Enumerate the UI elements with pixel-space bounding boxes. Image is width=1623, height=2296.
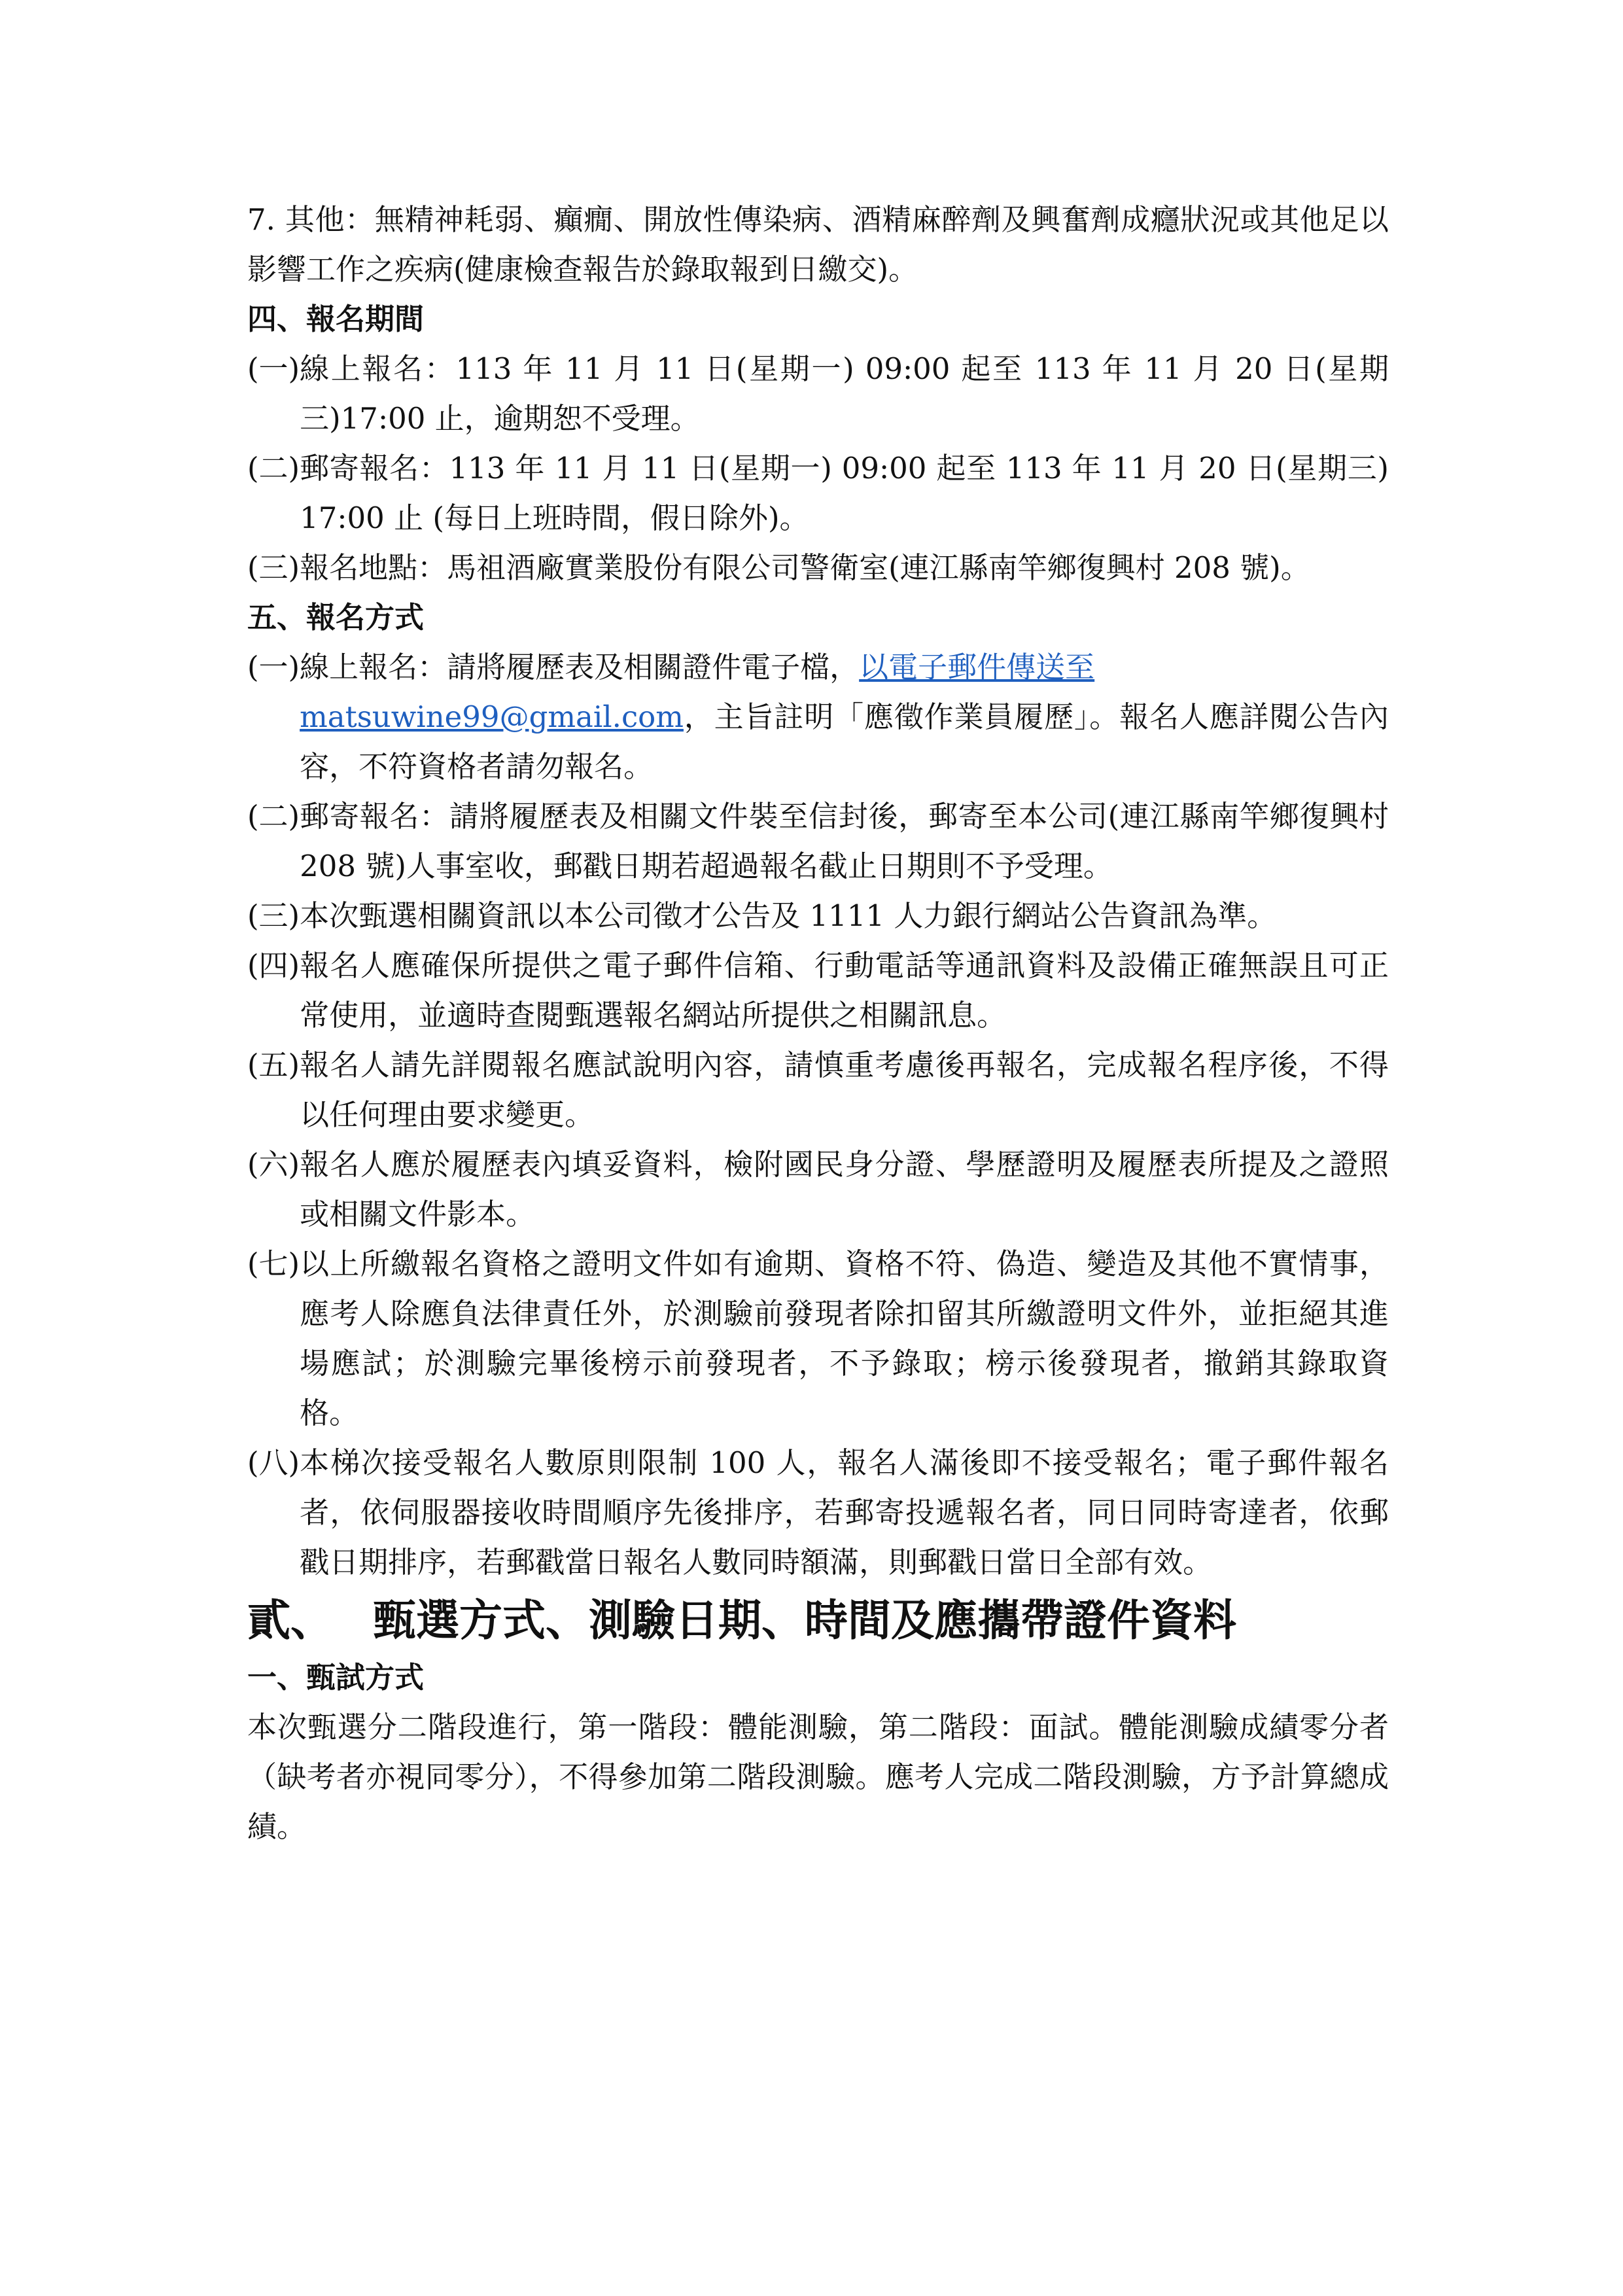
- chapter-title: 甄選方式、測驗日期、時間及應攜帶證件資料: [373, 1595, 1236, 1646]
- registration-method-item-3: [247, 891, 1389, 941]
- item-number: (一): [247, 650, 300, 684]
- document-body: [247, 195, 1389, 1852]
- item-number: (一): [247, 351, 300, 386]
- item-text: [300, 643, 1389, 792]
- item-number: (五): [247, 1048, 300, 1082]
- section-heading-exam-method: 一、甄試方式: [247, 1660, 425, 1695]
- registration-method-item-4: [247, 941, 1389, 1040]
- registration-method-item-7: [247, 1239, 1389, 1438]
- item-number: (三): [247, 550, 300, 585]
- item-7-other-conditions: 7. 其他：無精神耗弱、癲癇、開放性傳染病、酒精麻醉劑及興奮劑成癮狀況或其他足以影響工作之疾病(健康檢查報告於錄取報到日繳交)。: [247, 202, 1389, 287]
- email-address-link[interactable]: matsuwine99@gmail.com: [300, 699, 684, 734]
- registration-period-item-2: [247, 444, 1389, 543]
- exam-method-text: 本次甄選分二階段進行，第一階段：體能測驗，第二階段：面試。體能測驗成績零分者（缺考者亦視同零分），不得參加第二階段測驗。應考人完成二階段測驗，方予計算總成績。: [247, 1710, 1389, 1844]
- item-number: (二): [247, 451, 300, 486]
- registration-method-item-1: [247, 643, 1389, 792]
- registration-period-item-1: [247, 344, 1389, 444]
- item-number: (四): [247, 948, 300, 983]
- registration-method-item-2: [247, 792, 1389, 891]
- online-registration-prefix: 線上報名：請將履歷表及相關證件電子檔，: [300, 650, 860, 684]
- item-text: 報名人請先詳閱報名應試說明內容，請慎重考慮後再報名，完成報名程序後，不得以任何理由要求變更。: [300, 1048, 1389, 1132]
- item-number: (七): [247, 1246, 300, 1281]
- chapter-number: 貳、: [247, 1595, 334, 1646]
- item-text: 本次甄選相關資訊以本公司徵才公告及 1111 人力銀行網站公告資訊為準。: [300, 898, 1277, 933]
- registration-method-item-8: [247, 1438, 1389, 1587]
- item-number: (八): [247, 1445, 300, 1480]
- item-text: 報名人應於履歷表內填妥資料，檢附國民身分證、學歷證明及履歷表所提及之證照或相關文件影本。: [300, 1147, 1389, 1231]
- item-text: 郵寄報名：113 年 11 月 11 日(星期一) 09:00 起至 113 年 11 月 20 日(星期三) 17:00 止 (每日上班時間，假日除外)。: [300, 451, 1389, 535]
- online-registration-suffix: ，主旨註明「應徵作業員履歷」。報名人應詳閱公告內容，不符資格者請勿報名。: [300, 699, 1389, 784]
- section-heading-registration-method: 五、報名方式: [247, 600, 425, 635]
- item-text: 本梯次接受報名人數原則限制 100 人，報名人滿後即不接受報名；電子郵件報名者，依伺服器接收時間順序先後排序，若郵寄投遞報名者，同日同時寄達者，依郵戳日期排序，若郵戳當日報名人數同時額滿，則郵戳日當日全部有效。: [300, 1445, 1389, 1580]
- section-heading-registration-period: 四、報名期間: [247, 302, 425, 336]
- chapter-heading-selection-method: [247, 1587, 1389, 1653]
- item-number: (二): [247, 799, 300, 834]
- item-text: 郵寄報名：請將履歷表及相關文件裝至信封後，郵寄至本公司(連江縣南竿鄉復興村 208 號)人事室收，郵戳日期若超過報名截止日期則不予受理。: [300, 799, 1389, 883]
- email-link-label[interactable]: 以電子郵件傳送至: [859, 650, 1095, 684]
- registration-method-item-5: [247, 1040, 1389, 1140]
- registration-period-item-3: [247, 543, 1389, 593]
- item-text: 以上所繳報名資格之證明文件如有逾期、資格不符、偽造、變造及其他不實情事，應考人除應負法律責任外，於測驗前發現者除扣留其所繳證明文件外，並拒絕其進場應試；於測驗完畢後榜示前發現者，不予錄取；榜示後發現者，撤銷其錄取資格。: [300, 1246, 1389, 1430]
- registration-method-item-6: [247, 1140, 1389, 1239]
- item-number: (三): [247, 898, 300, 933]
- item-text: 報名地點：馬祖酒廠實業股份有限公司警衛室(連江縣南竿鄉復興村 208 號)。: [300, 550, 1310, 585]
- item-text: 線上報名：113 年 11 月 11 日(星期一) 09:00 起至 113 年 11 月 20 日(星期三)17:00 止，逾期恕不受理。: [300, 351, 1389, 436]
- item-number: (六): [247, 1147, 300, 1182]
- item-text: 報名人應確保所提供之電子郵件信箱、行動電話等通訊資料及設備正確無誤且可正常使用，並適時查閱甄選報名網站所提供之相關訊息。: [300, 948, 1389, 1033]
